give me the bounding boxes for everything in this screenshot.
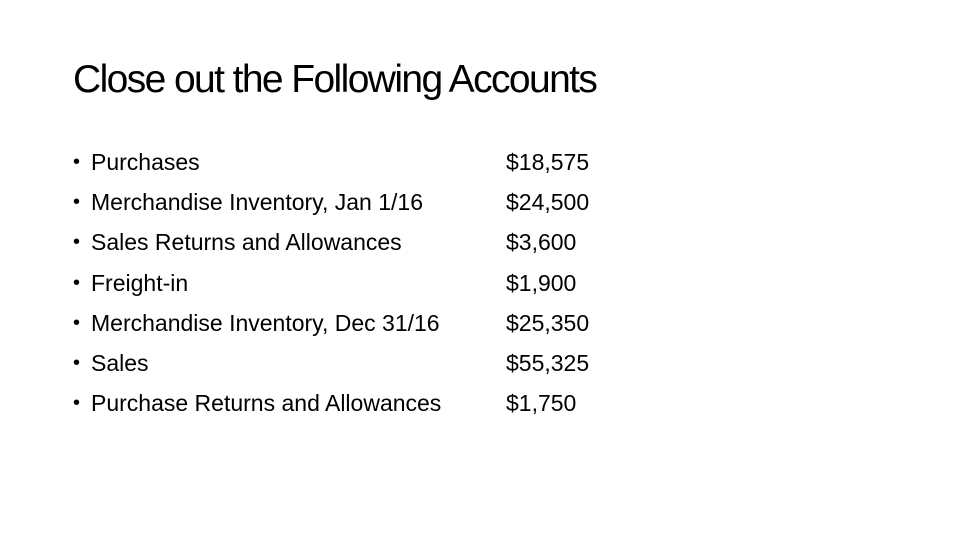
- account-name: Freight-in: [91, 269, 189, 296]
- bullet-icon: •: [73, 271, 81, 294]
- account-amount: $18,575: [506, 149, 590, 176]
- accounts-list: [73, 142, 626, 423]
- bullet-icon: •: [73, 311, 81, 334]
- slide-title: Close out the Following Accounts: [73, 58, 597, 101]
- bullet-icon: •: [73, 352, 81, 375]
- account-row-merchandise-inventory-dec: [73, 303, 626, 343]
- account-name: Sales: [91, 350, 149, 377]
- account-name: Purchases: [91, 149, 200, 176]
- bullet-icon: •: [73, 191, 81, 214]
- account-name: Purchase Returns and Allowances: [91, 390, 442, 417]
- account-row-merchandise-inventory-jan: [73, 182, 626, 222]
- account-amount: $25,350: [506, 309, 590, 336]
- account-amount: $1,900: [506, 269, 577, 296]
- account-name: Sales Returns and Allowances: [91, 229, 402, 256]
- bullet-icon: •: [73, 392, 81, 415]
- account-row-freight-in: [73, 263, 626, 303]
- bullet-icon: •: [73, 151, 81, 174]
- account-amount: $1,750: [506, 390, 577, 417]
- account-amount: $3,600: [506, 229, 577, 256]
- account-name: Merchandise Inventory, Jan 1/16: [91, 189, 423, 216]
- account-name: Merchandise Inventory, Dec 31/16: [91, 309, 440, 336]
- account-row-sales: [73, 343, 626, 383]
- account-amount: $55,325: [506, 350, 590, 377]
- account-row-purchase-returns-allowances: [73, 383, 626, 423]
- account-row-purchases: [73, 142, 626, 182]
- account-row-sales-returns-allowances: [73, 222, 626, 262]
- account-amount: $24,500: [506, 189, 590, 216]
- bullet-icon: •: [73, 231, 81, 254]
